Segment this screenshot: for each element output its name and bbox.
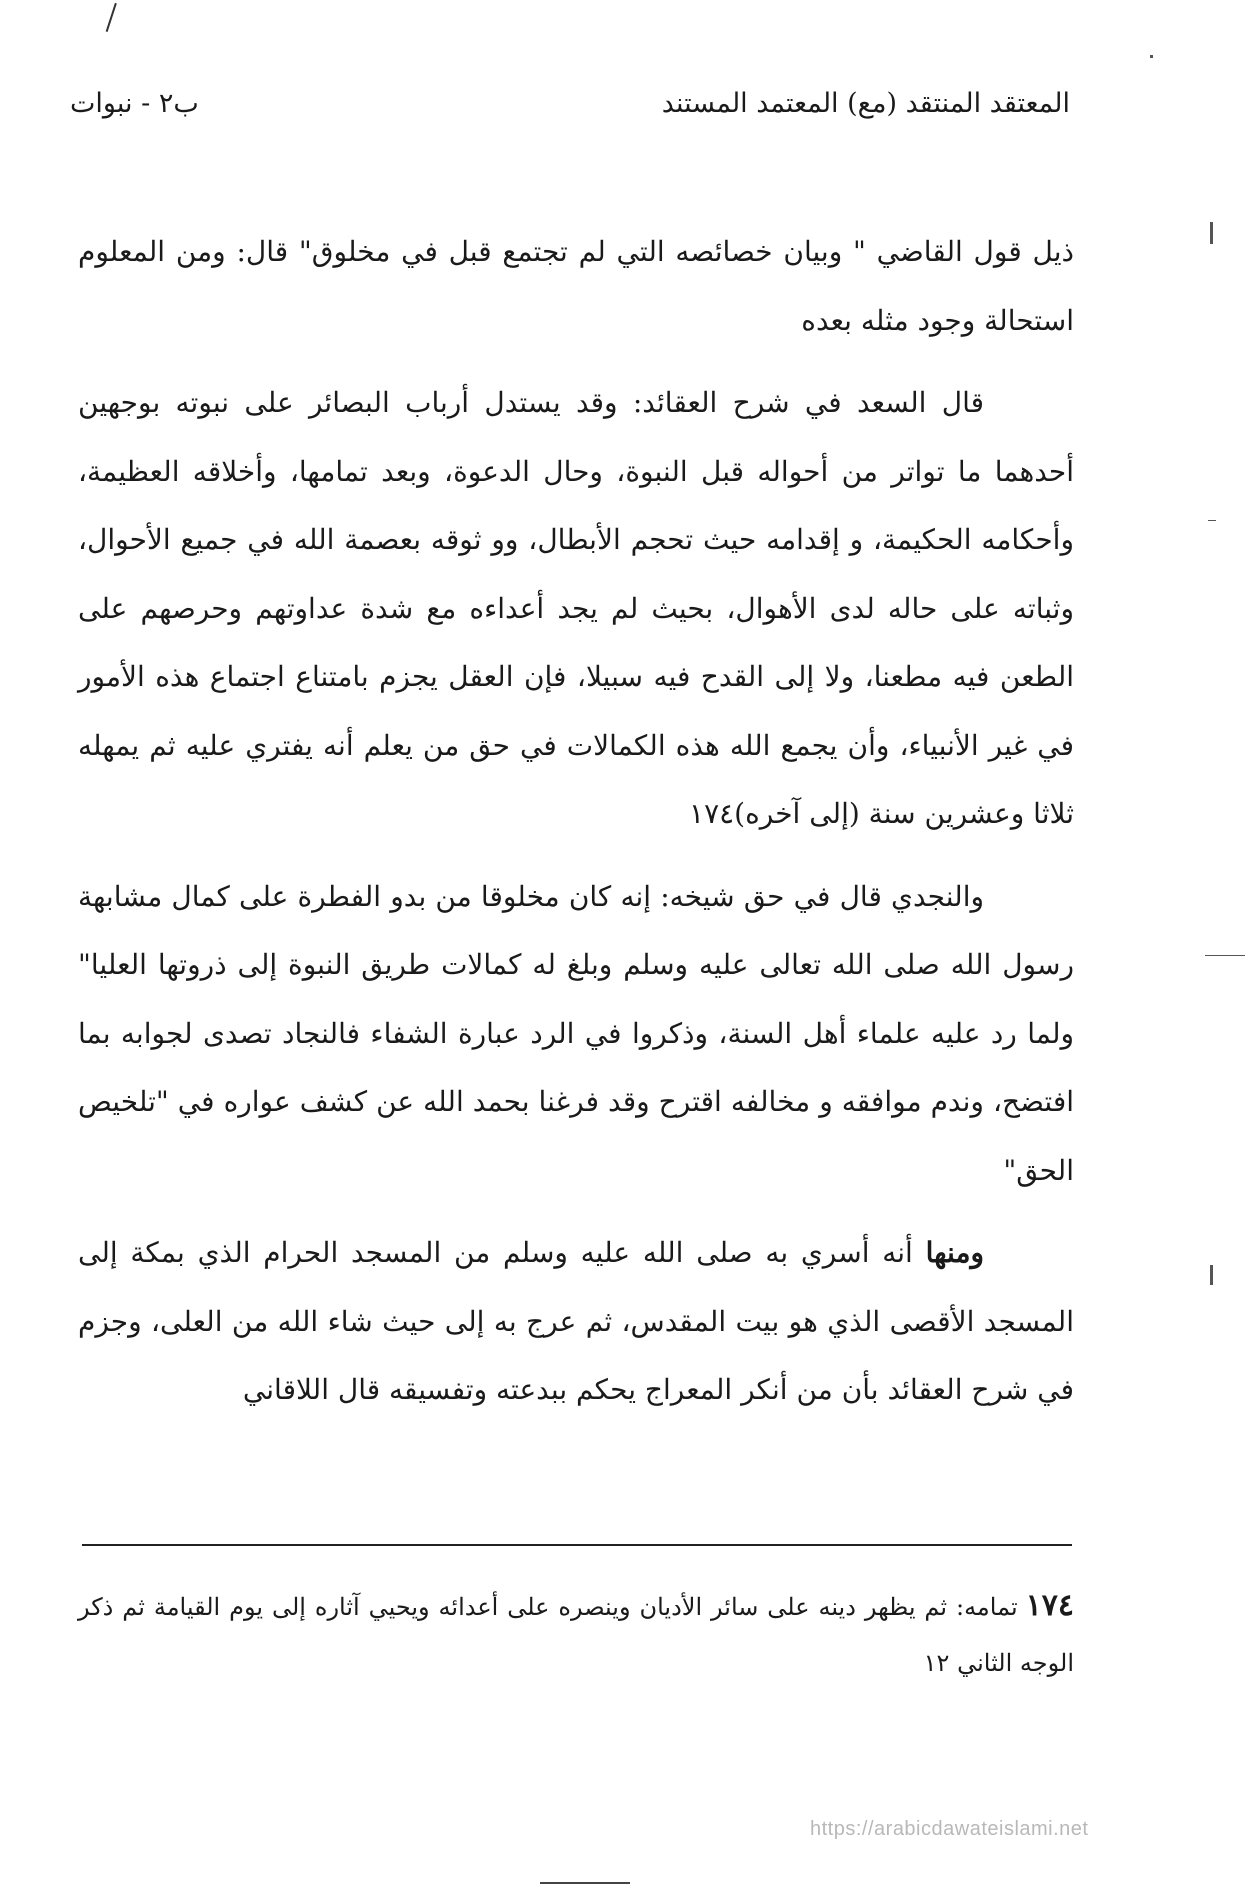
scan-speck [1150, 55, 1153, 58]
scan-mark [106, 3, 127, 35]
paragraph-1: ذيل قول القاضي " وبيان خصائصه التي لم تجتمع قبل في مخلوق" قال: ومن المعلوم استحالة وجود مثله بعده [78, 235, 1074, 337]
paragraph-4-text: أنه أسري به صلى الله عليه وسلم من المسجد الحرام الذي بمكة إلى المسجد الأقصى الذي هو بيت المقدس، ثم عرج به إلى حيث شاء الله من العلى، وجزم في شرح العقائد بأن من أنكر المعراج يحكم ببدعته وتفسيقه قال اللاقاني [78, 1236, 1074, 1406]
footnote-text: تمامه: ثم يظهر دينه على سائر الأديان وينصره على أعدائه ويحيي آثاره إلى يوم القيامة ثم ذكر الوجه الثاني ١٢ [78, 1593, 1074, 1677]
page-number-fragment [540, 1882, 630, 1894]
scan-speck [1210, 222, 1213, 244]
footnote [78, 1578, 1074, 1691]
scan-speck [1208, 520, 1216, 521]
scan-speck [1210, 1265, 1213, 1285]
paragraph-4 [78, 1219, 1074, 1425]
header-title: المعتقد المنتقد (مع) المعتمد المستند [661, 88, 1070, 119]
watermark-url: https://arabicdawateislami.net [810, 1818, 1089, 1840]
paragraph-4-lead: ومنها [925, 1236, 984, 1269]
page-header [70, 88, 1070, 128]
paragraph-3: والنجدي قال في حق شيخه: إنه كان مخلوقا من بدو الفطرة على كمال مشابهة رسول الله صلى الله تعالى عليه وسلم وبلغ له كمالات طريق النبوة إلى ذروتها العليا" ولما رد عليه علماء أهل السنة، وذكروا في الرد عبارة الشفاء فالنجاد تصدى لجوابه بما افتضح، وندم موافقه و مخالفه اقترح وقد فرغنا بحمد الله عن كشف عواره في "تلخيص الحق" [78, 879, 1074, 1187]
body-text [78, 218, 1074, 1425]
scan-speck [1205, 955, 1245, 956]
footnote-number: ١٧٤ [1025, 1588, 1074, 1623]
header-section: ب٢ - نبوات [70, 88, 199, 119]
paragraph-2: قال السعد في شرح العقائد: وقد يستدل أرباب البصائر على نبوته بوجهين أحدهما ما تواتر من أحواله قبل النبوة، وحال الدعوة، وبعد تمامها، وأخلاقه العظيمة، وأحكامه الحكيمة، و إقدامه حيث تحجم الأبطال، وو ثوقه بعصمة الله في جميع الأحوال، وثباته على حاله لدى الأهوال، بحيث لم يجد أعداءه مع شدة عداوتهم وحرصهم على الطعن فيه مطعنا، ولا إلى القدح فيه سبيلا، فإن العقل يجزم بامتناع اجتماع هذه الأمور في غير الأنبياء، وأن يجمع الله هذه الكمالات في حق من يعلم أنه يفتري عليه ثم يمهله ثلاثا وعشرين سنة (إلى آخره)١٧٤ [78, 386, 1074, 830]
footnote-divider [82, 1544, 1072, 1546]
